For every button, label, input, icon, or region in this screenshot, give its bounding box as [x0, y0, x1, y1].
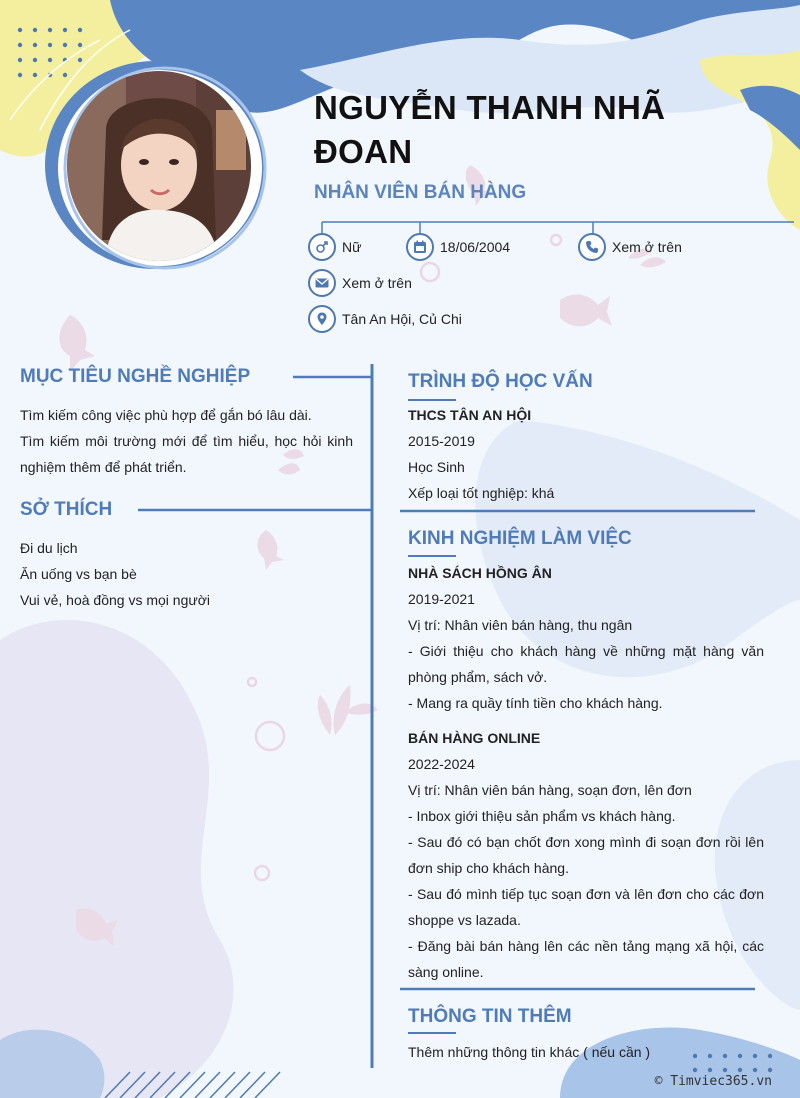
address-value: Tân An Hội, Củ Chi — [342, 311, 462, 327]
school-name: THCS TÂN AN HỘI — [408, 407, 532, 423]
extra-title-underline — [408, 1032, 456, 1034]
objective-title: MỤC TIÊU NGHỀ NGHIỆP — [20, 366, 251, 387]
objective-line: Tìm kiếm môi trường mới để tìm hiểu, học hỏi kinh nghiệm thêm để phát triển. — [20, 433, 353, 475]
job-position: Vị trí: Nhân viên bán hàng, thu ngân — [408, 617, 633, 633]
list-item: Vui vẻ, hoà đồng vs mọi người — [20, 592, 211, 608]
experience-job-1 — [408, 560, 764, 716]
objective-line: Tìm kiếm công việc phù hợp để gắn bó lâu dài. — [20, 407, 312, 423]
hobbies-title: SỞ THÍCH — [20, 499, 113, 520]
job-years: 2019-2021 — [408, 591, 475, 607]
profile-photo — [66, 70, 252, 262]
job-duty: - Inbox giới thiệu sản phẩm vs khách hàng. — [408, 808, 676, 824]
job-duty: - Mang ra quầy tính tiền cho khách hàng. — [408, 695, 663, 711]
job-company: NHÀ SÁCH HỒNG ÂN — [408, 565, 552, 581]
school-grade: Xếp loại tốt nghiệp: khá — [408, 485, 555, 501]
footer-credit: © Timviec365.vn — [654, 1074, 772, 1089]
email-icon — [308, 269, 336, 297]
gender-icon — [308, 233, 336, 261]
school-years: 2015-2019 — [408, 433, 475, 449]
job-company: BÁN HÀNG ONLINE — [408, 730, 541, 746]
hobbies-list — [20, 535, 353, 613]
candidate-name: NGUYỄN THANH NHÃ ĐOAN — [314, 89, 666, 170]
birthdate-value: 18/06/2004 — [440, 239, 511, 255]
list-item: Đi du lịch — [20, 540, 78, 556]
location-icon — [308, 305, 336, 333]
education-block — [408, 402, 764, 506]
gender-value: Nữ — [342, 239, 362, 255]
address-info — [308, 303, 462, 335]
experience-title-underline — [408, 555, 456, 557]
job-years: 2022-2024 — [408, 756, 475, 772]
job-duty: - Sau đó mình tiếp tục soạn đơn và lên đơn cho các đơn shoppe vs lazada. — [408, 886, 764, 928]
education-title-underline — [408, 399, 456, 401]
birthdate-info — [406, 231, 510, 263]
job-duty: - Giới thiệu cho khách hàng về những mặt hàng văn phòng phẩm, sách vở. — [408, 643, 764, 685]
phone-value: Xem ở trên — [612, 239, 682, 255]
job-duty: - Sau đó có bạn chốt đơn xong mình đi soạn đơn rồi lên đơn ship cho khách hàng. — [408, 834, 764, 876]
job-position: Vị trí: Nhân viên bán hàng, soạn đơn, lên đơn — [408, 782, 692, 798]
email-value: Xem ở trên — [342, 275, 412, 291]
phone-info — [578, 231, 682, 263]
school-role: Học Sinh — [408, 459, 465, 475]
extra-text: Thêm những thông tin khác ( nếu cần ) — [408, 1044, 651, 1060]
email-info — [308, 267, 412, 299]
phone-icon — [578, 233, 606, 261]
experience-job-2 — [408, 725, 764, 985]
experience-title: KINH NGHIỆM LÀM VIỆC — [408, 528, 632, 549]
objective-text — [20, 402, 353, 480]
job-title: NHÂN VIÊN BÁN HÀNG — [314, 182, 527, 203]
list-item: Ăn uống vs bạn bè — [20, 566, 137, 582]
calendar-icon — [406, 233, 434, 261]
extra-title: THÔNG TIN THÊM — [408, 1006, 572, 1027]
gender-info — [308, 231, 361, 263]
education-title: TRÌNH ĐỘ HỌC VẤN — [408, 371, 593, 392]
job-duty: - Đăng bài bán hàng lên các nền tảng mạng xã hội, các sàng online. — [408, 938, 764, 980]
